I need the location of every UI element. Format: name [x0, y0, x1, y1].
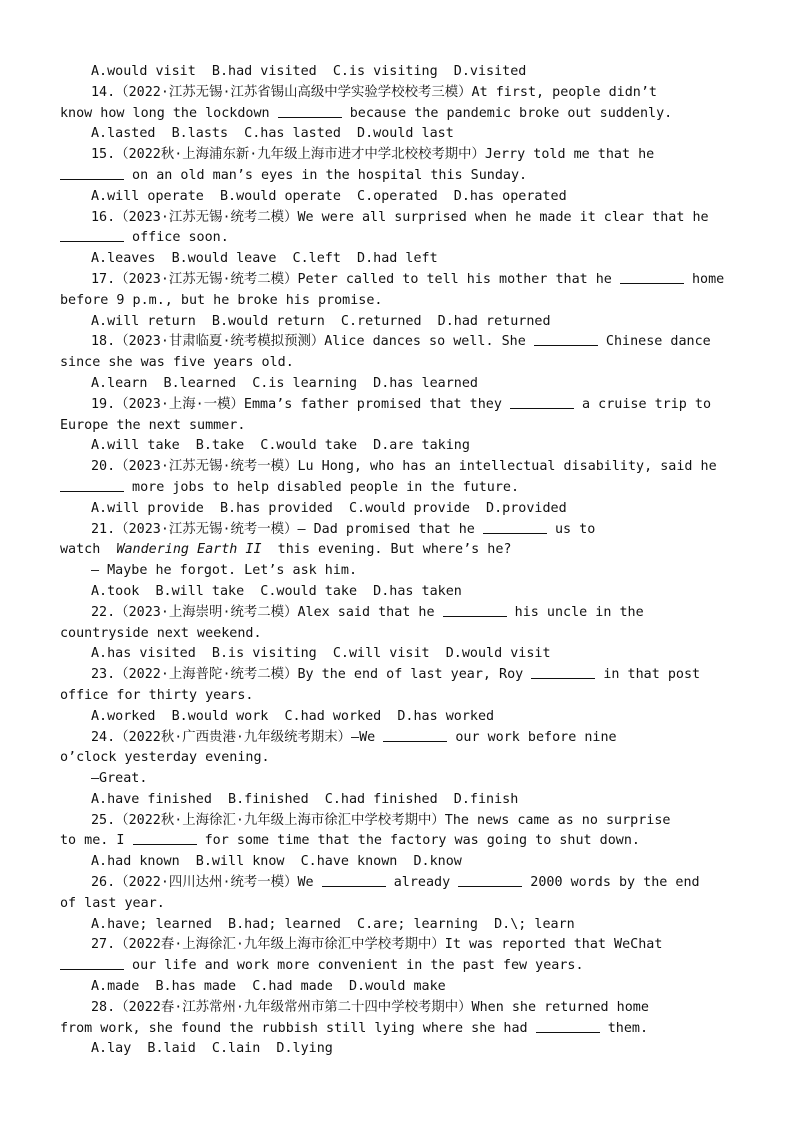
answer-blank [60, 229, 124, 242]
text-run: watch [60, 542, 117, 558]
text-run: 24.（2022秋·广西贵港·九年级统考期末）—We [91, 729, 384, 745]
answer-options: A.took B.will take C.would take D.has taken [91, 583, 462, 599]
answer-blank [510, 396, 574, 409]
answer-blank [60, 479, 124, 492]
text-run: 16.（2023·江苏无锡·统考二模）We were all surprised when he made it clear that he [91, 209, 709, 225]
question-line [60, 395, 734, 416]
text-run: 23.（2022·上海普陀·统考二模）By the end of last year, Roy [91, 667, 532, 683]
question-text [60, 104, 734, 125]
question-line [60, 83, 734, 104]
text-run: our work before nine [447, 729, 617, 745]
answer-options: A.will operate B.would operate C.operated D.has operated [91, 188, 567, 204]
text-run: to me. I [60, 833, 133, 849]
question-line [60, 811, 734, 832]
answer-options: A.will take B.take C.would take D.are taking [91, 438, 470, 454]
answer-blank [458, 874, 522, 887]
question-text [60, 624, 734, 645]
text-run: his uncle in the [506, 604, 644, 620]
question-text [60, 478, 734, 499]
question-text [60, 686, 734, 707]
question-line [60, 145, 734, 166]
answer-options: A.had known B.will know C.have known D.know [91, 854, 462, 870]
answer-options: A.will provide B.has provided C.would provide D.provided [91, 500, 567, 516]
answer-blank [322, 874, 386, 887]
film-title: Wandering Earth II [116, 542, 262, 558]
answer-options: A.have; learned B.had; learned C.are; learning D.\; learn [91, 916, 575, 932]
text-run: 14.（2022·江苏无锡·江苏省锡山高级中学实验学校校考三模）At first, people didn’t [91, 84, 657, 100]
question-line [60, 332, 734, 353]
text-run: —Great. [91, 771, 148, 787]
text-run: office for thirty years. [60, 687, 254, 703]
text-run: know how long the lockdown [60, 105, 278, 121]
text-run: of last year. [60, 895, 165, 911]
answer-options: A.lasted B.lasts C.has lasted D.would last [91, 126, 454, 142]
text-run: a cruise trip to [573, 396, 712, 412]
text-run: 2000 words by the end [522, 875, 700, 891]
text-run: 28.（2022春·江苏常州·九年级常州市第二十四中学校考期中）When she returned home [91, 999, 649, 1015]
question-line [60, 208, 734, 229]
answer-blank [536, 1020, 600, 1033]
text-run: 15.（2022秋·上海浦东新·九年级上海市进才中学北校校考期中）Jerry told me that he [91, 147, 655, 163]
text-run: more jobs to help disabled people in the future. [124, 479, 520, 495]
answer-options: A.made B.has made C.had made D.would make [91, 979, 446, 995]
text-run: 18.（2023·甘肃临夏·统考模拟预测）Alice dances so well. She [91, 334, 534, 350]
text-run: 17.（2023·江苏无锡·统考二模）Peter called to tell his mother that he [91, 271, 620, 287]
question-text [60, 416, 734, 437]
question-text [60, 831, 734, 852]
question-line [60, 520, 734, 541]
answer-blank [278, 105, 342, 118]
text-run: us to [546, 521, 596, 537]
text-run: for some time that the factory was going to shut down. [196, 833, 640, 849]
answer-blank [483, 521, 547, 534]
text-run: 21.（2023·江苏无锡·统考一模）— Dad promised that he [91, 521, 483, 537]
answer-blank [60, 957, 124, 970]
answer-options: A.lay B.laid C.lain D.lying [91, 1041, 333, 1057]
text-run: them. [599, 1020, 649, 1036]
question-text [60, 228, 734, 249]
question-text [60, 561, 734, 582]
text-run: Europe the next summer. [60, 417, 246, 433]
answer-blank [531, 666, 595, 679]
text-run: in that post [595, 667, 701, 683]
answer-options: A.leaves B.would leave C.left D.had left [91, 251, 438, 267]
question-text [60, 1019, 734, 1040]
question-text [60, 291, 734, 312]
question-text [60, 894, 734, 915]
text-run: before 9 p.m., but he broke his promise. [60, 292, 383, 308]
text-run: on an old man’s eyes in the hospital this Sunday. [124, 167, 528, 183]
question-line [60, 603, 734, 624]
text-run: this evening. But where’s he? [261, 542, 512, 558]
text-run: o’clock yesterday evening. [60, 750, 270, 766]
question-text [60, 166, 734, 187]
question-line [60, 873, 734, 894]
text-run: our life and work more convenient in the past few years. [124, 958, 584, 974]
answer-blank [383, 729, 447, 742]
text-run: office soon. [124, 230, 229, 246]
text-run: 22.（2023·上海崇明·统考二模）Alex said that he [91, 604, 443, 620]
text-run: 27.（2022春·上海徐汇·九年级上海市徐汇中学校考期中）It was reported that WeChat [91, 937, 663, 953]
text-run: 20.（2023·江苏无锡·统考一模）Lu Hong, who has an intellectual disability, said he [91, 459, 717, 475]
question-text [60, 540, 734, 561]
answer-blank [133, 832, 197, 845]
question-line [60, 270, 734, 291]
text-run: because the pandemic broke out suddenly. [341, 105, 673, 121]
text-run: already [385, 875, 459, 891]
question-text [60, 956, 734, 977]
answer-options: A.would visit B.had visited C.is visiting D.visited [91, 64, 527, 79]
text-run: home [683, 271, 725, 287]
answer-blank [60, 167, 124, 180]
answer-options: A.learn B.learned C.is learning D.has learned [91, 375, 478, 391]
question-line [60, 457, 734, 478]
question-line [60, 728, 734, 749]
text-run: 25.（2022秋·上海徐汇·九年级上海市徐汇中学校考期中）The news came as no surprise [91, 812, 671, 828]
answer-options: A.worked B.would work C.had worked D.has worked [91, 708, 495, 724]
answer-blank [443, 604, 507, 617]
text-run: — Maybe he forgot. Let’s ask him. [91, 563, 358, 579]
text-run: 19.（2023·上海·一模）Emma’s father promised that they [91, 396, 510, 412]
question-text [60, 353, 734, 374]
question-line [60, 998, 734, 1019]
text-run: from work, she found the rubbish still lying where she had [60, 1020, 536, 1036]
question-line [60, 665, 734, 686]
answer-options: A.will return B.would return C.returned D.had returned [91, 313, 551, 329]
question-text [60, 769, 734, 790]
answer-blank [620, 271, 684, 284]
text-run: Chinese dance [597, 334, 711, 350]
question-line [60, 935, 734, 956]
answer-blank [534, 333, 598, 346]
text-run: since she was five years old. [60, 355, 294, 371]
answer-options: A.have finished B.finished C.had finished D.finish [91, 791, 519, 807]
text-run: countryside next weekend. [60, 625, 262, 641]
question-text [60, 748, 734, 769]
answer-options: A.has visited B.is visiting C.will visit D.would visit [91, 646, 551, 662]
text-run: 26.（2022·四川达州·统考一模）We [91, 875, 322, 891]
